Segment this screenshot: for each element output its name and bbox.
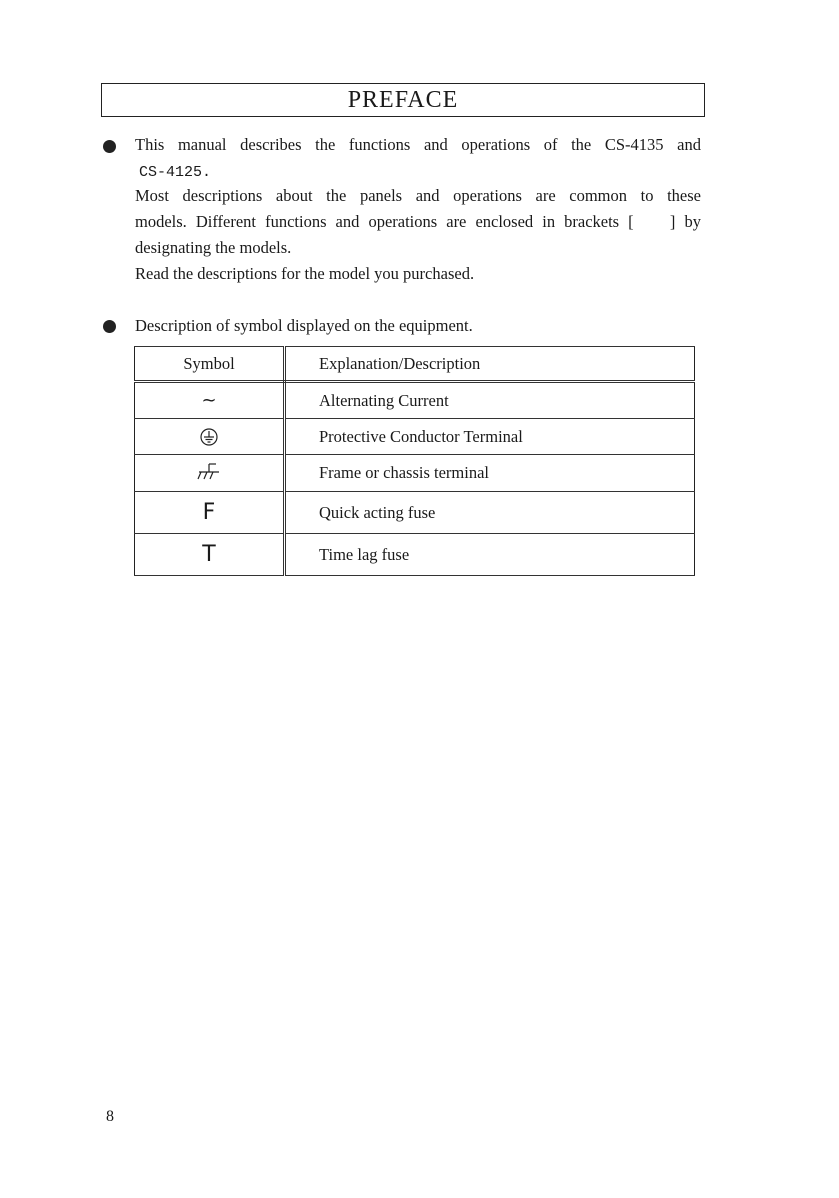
column-header-description: Explanation/Description <box>285 347 695 382</box>
table-row <box>135 419 695 455</box>
symbols-heading: Description of symbol displayed on the equipment. <box>135 316 473 335</box>
row-description: Alternating Current <box>285 382 695 419</box>
time-lag-fuse-icon: T <box>202 542 216 568</box>
row-description: Time lag fuse <box>285 534 695 576</box>
alternating-current-icon: ~ <box>201 390 217 412</box>
bullet-icon <box>103 320 116 333</box>
protective-conductor-icon <box>199 427 219 447</box>
bullet-icon <box>103 140 116 153</box>
table-header-row <box>135 347 695 382</box>
table-row <box>135 455 695 492</box>
preface-title-box <box>101 83 705 117</box>
row-description: Protective Conductor Terminal <box>285 419 695 455</box>
quick-fuse-icon: F <box>202 500 216 526</box>
intro-line-6: Read the descriptions for the model you purchased. <box>135 264 475 283</box>
row-description: Quick acting fuse <box>285 492 695 534</box>
row-description: Frame or chassis terminal <box>285 455 695 492</box>
page-number: 8 <box>106 1108 114 1125</box>
table-row <box>135 492 695 534</box>
intro-line-5: designating the models. <box>135 238 292 257</box>
intro-line-1: This manual describes the functions and operations of the CS-4135 and <box>135 135 701 154</box>
intro-line-4: models. Different functions and operations are enclosed in brackets [ ] by <box>135 212 701 231</box>
table-row <box>135 382 695 419</box>
table-row <box>135 534 695 576</box>
column-header-symbol: Symbol <box>135 347 285 382</box>
page-title: PREFACE <box>347 86 459 113</box>
chassis-terminal-icon <box>194 462 224 484</box>
symbol-table <box>134 346 695 576</box>
intro-line-3: Most descriptions about the panels and operations are common to these <box>135 186 701 205</box>
intro-line-2: CS-4125. <box>139 164 212 181</box>
